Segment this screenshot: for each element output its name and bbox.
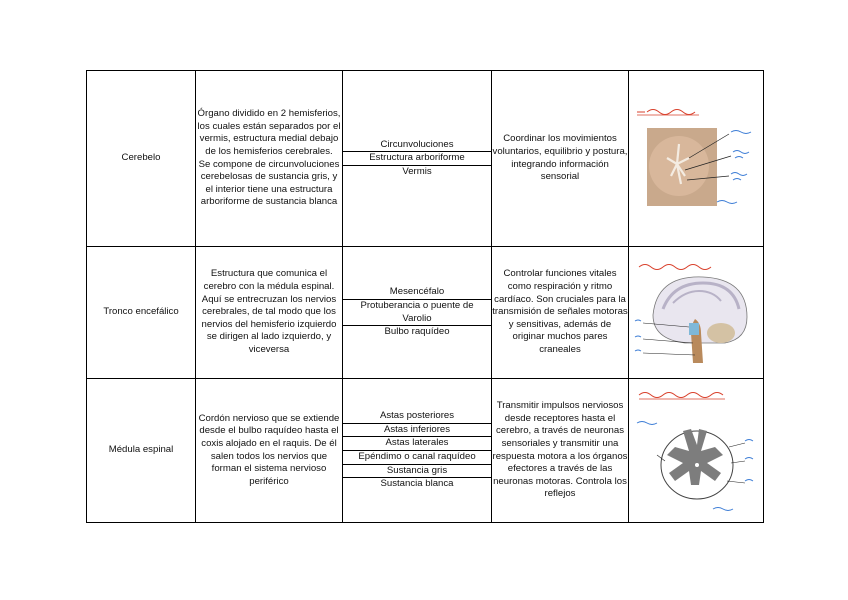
parts-list	[343, 286, 491, 338]
function-text: Transmitir impulsos nerviosos desde receptores hasta el cerebro, a través de neuronas sensoriales y transmitir una respuesta motora a los órganos efectores a través de las neuronas motoras. Controla los reflejos	[492, 400, 628, 500]
structure-name: Médula espinal	[108, 444, 174, 456]
part-item: Estructura arboriforme	[343, 152, 491, 166]
row-name-cell	[87, 379, 196, 523]
structure-name: Cerebelo	[121, 152, 161, 164]
part-item: Circunvoluciones	[343, 139, 491, 153]
parts-list	[343, 139, 491, 179]
table-row	[87, 379, 764, 523]
part-item: Mesencéfalo	[343, 286, 491, 300]
cerebellum-sketch-icon	[633, 104, 759, 214]
function-text: Coordinar los movimientos voluntarios, equilibrio y postura, integrando información sensorial	[492, 133, 628, 183]
part-item: Protuberancia o puente de Varolio	[343, 300, 491, 326]
row-name-cell	[87, 247, 196, 379]
figure-cell	[629, 247, 764, 379]
function-cell	[492, 379, 629, 523]
parts-list	[343, 410, 491, 491]
part-item: Sustancia blanca	[380, 478, 454, 490]
table-row	[87, 247, 764, 379]
part-item: Vermis	[402, 165, 432, 177]
description-text: Cordón nervioso que se extiende desde el bulbo raquídeo hasta el coxis alojado en el raquis. De él salen todos los nervios que forman el sistema nervioso periférico	[198, 412, 340, 487]
parts-cell	[343, 379, 492, 523]
description-cell	[196, 71, 343, 247]
part-item: Epéndimo o canal raquídeo	[343, 451, 491, 465]
description-cell	[196, 247, 343, 379]
part-item: Bulbo raquídeo	[384, 326, 450, 338]
parts-cell	[343, 71, 492, 247]
brainstem-sketch-icon	[633, 253, 759, 373]
function-cell	[492, 247, 629, 379]
figure-cell	[629, 379, 764, 523]
part-item: Astas inferiores	[343, 424, 491, 438]
description-text: Órgano dividido en 2 hemisferios, los cuales están separados por el vermis, estructura medial debajo de los hemisferios cerebrales. Se compone de circunvoluciones cerebelosas de sustancia gris, y el interior tiene una estructura arboriforme de sustancia blanca	[197, 108, 341, 208]
anatomy-table	[86, 70, 764, 523]
part-item: Astas posteriores	[343, 410, 491, 424]
spinal-cord-sketch-icon	[633, 385, 759, 517]
structure-name: Tronco encefálico	[103, 306, 179, 318]
table-row	[87, 71, 764, 247]
part-item: Astas laterales	[343, 437, 491, 451]
parts-cell	[343, 247, 492, 379]
figure-cell	[629, 71, 764, 247]
function-cell	[492, 71, 629, 247]
description-cell	[196, 379, 343, 523]
function-text: Controlar funciones vitales como respiración y ritmo cardíaco. Son cruciales para la transmisión de señales motoras y sensitivas, además de originar muchos pares craneales	[492, 268, 628, 355]
part-item: Sustancia gris	[343, 465, 491, 479]
description-text: Estructura que comunica el cerebro con la médula espinal. Aquí se entrecruzan los nervios cerebrales, de tal modo que los nervios del hemisferio izquierdo se dirigen al lado izquierdo, y viceversa	[201, 268, 337, 355]
row-name-cell	[87, 71, 196, 247]
